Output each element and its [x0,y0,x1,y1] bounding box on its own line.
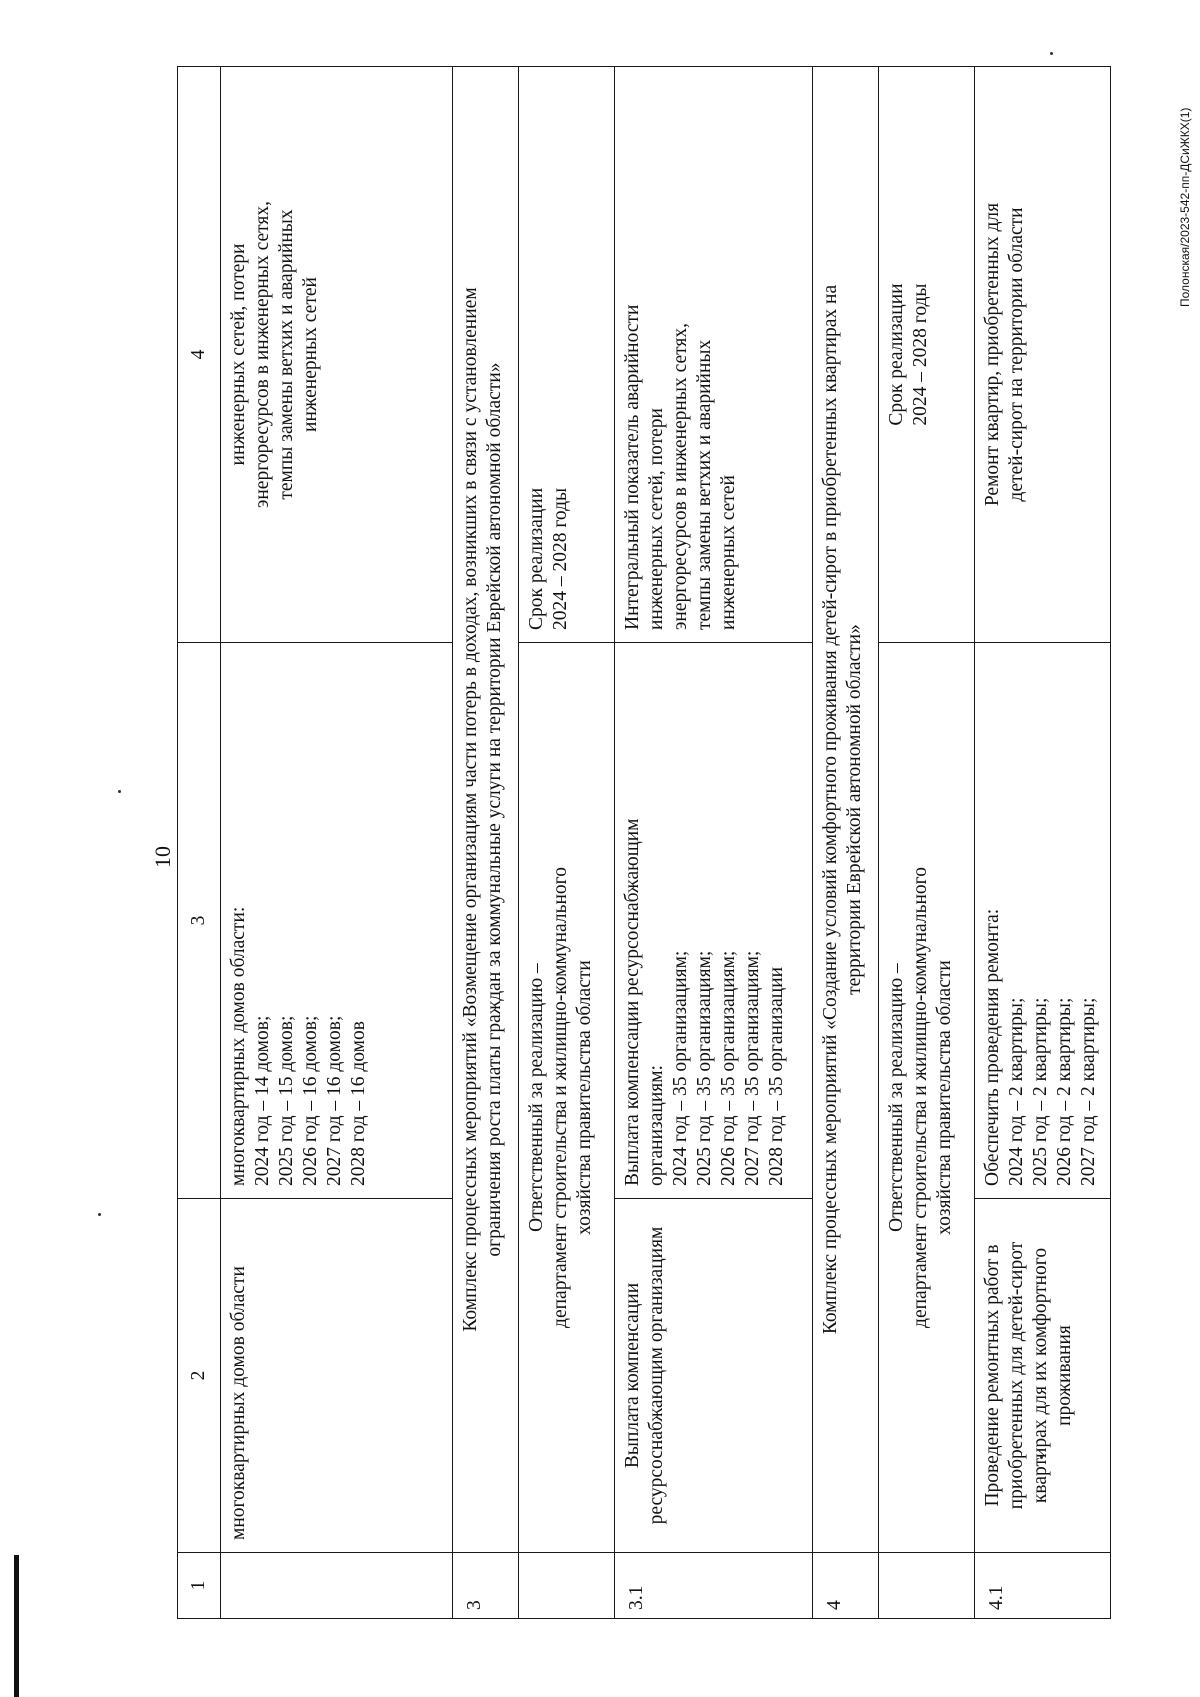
row-number [879,1553,975,1619]
section-title-row [453,67,519,1619]
table-header-row [178,67,221,1619]
responsible-row [879,67,975,1619]
measure-result: многоквартирных домов области: 2024 год – 14 домов; 2025 год – 15 домов; 2026 год – 16 домов; 2027 год – 16 домов; 2028 год – 16 домов [221,643,453,1199]
measure-name: многоквартирных домов области [221,1199,453,1553]
section-title: Комплекс процессных мероприятий «Возмещение организациям части потерь в доходах, возникших в связи с установлением ограничения роста платы граждан за коммунальные услуги на территории Еврейской автономной области» [453,67,519,1553]
table-row [975,67,1111,1619]
page-number: 10 [150,846,175,868]
row-number: 3.1 [615,1553,813,1619]
implementation-term: Срок реализации 2024 – 2028 годы [879,67,975,643]
measures-table [177,66,1111,1619]
table-row [615,67,813,1619]
section-title: Комплекс процессных мероприятий «Создание условий комфортного проживания детей-сирот в приобретенных квартирах на территории Еврейской автономной области» [813,67,879,1553]
responsible-row [519,67,615,1619]
section-number: 4 [813,1553,879,1619]
responsible-info: Ответственный за реализацию – департамент строительства и жилищно-коммунального хозяйства правительства области [879,643,975,1553]
measure-name: Выплата компенсации ресурсоснабжающим организациям [615,1199,813,1553]
measure-result: Обеспечить проведения ремонта: 2024 год – 2 квартиры; 2025 год – 2 квартиры; 2026 год – 2 квартиры; 2027 год – 2 квартиры; [975,643,1111,1199]
row-number: 4.1 [975,1553,1111,1619]
responsible-info: Ответственный за реализацию – департамент строительства и жилищно-коммунального хозяйства правительства области [519,643,615,1553]
header-cell: 3 [178,643,221,1199]
section-number: 3 [453,1553,519,1619]
row-number [221,1553,453,1619]
row-number [519,1553,615,1619]
measure-name: Проведение ремонтных работ в приобретенных для детей-сирот квартирах для их комфортного проживания [975,1199,1111,1553]
document-stamp: Полонская/2023-542-пп-ДСиЖКХ(1) [1178,107,1192,307]
header-cell: 4 [178,67,221,643]
measure-result: Выплата компенсации ресурсоснабжающим организациям: 2024 год – 35 организациям; 2025 год – 35 организациям; 2026 год – 35 организациям; 2027 год – 35 организациям; 2028 год – 35 организации [615,643,813,1199]
measure-indicator: Ремонт квартир, приобретенных для детей-сирот на территории области [975,67,1111,643]
table-row [221,67,453,1619]
header-cell: 2 [178,1199,221,1553]
measure-indicator: Интегральный показатель аварийности инженерных сетей, потери энергоресурсов в инженерных сетях, темпы замены ветхих и аварийных инженерных сетей [615,67,813,643]
measure-indicator: инженерных сетей, потери энергоресурсов в инженерных сетях, темпы замены ветхих и аварийных инженерных сетей [221,67,453,643]
implementation-term: Срок реализации 2024 – 2028 годы [519,67,615,643]
section-title-row [813,67,879,1619]
header-cell: 1 [178,1553,221,1619]
